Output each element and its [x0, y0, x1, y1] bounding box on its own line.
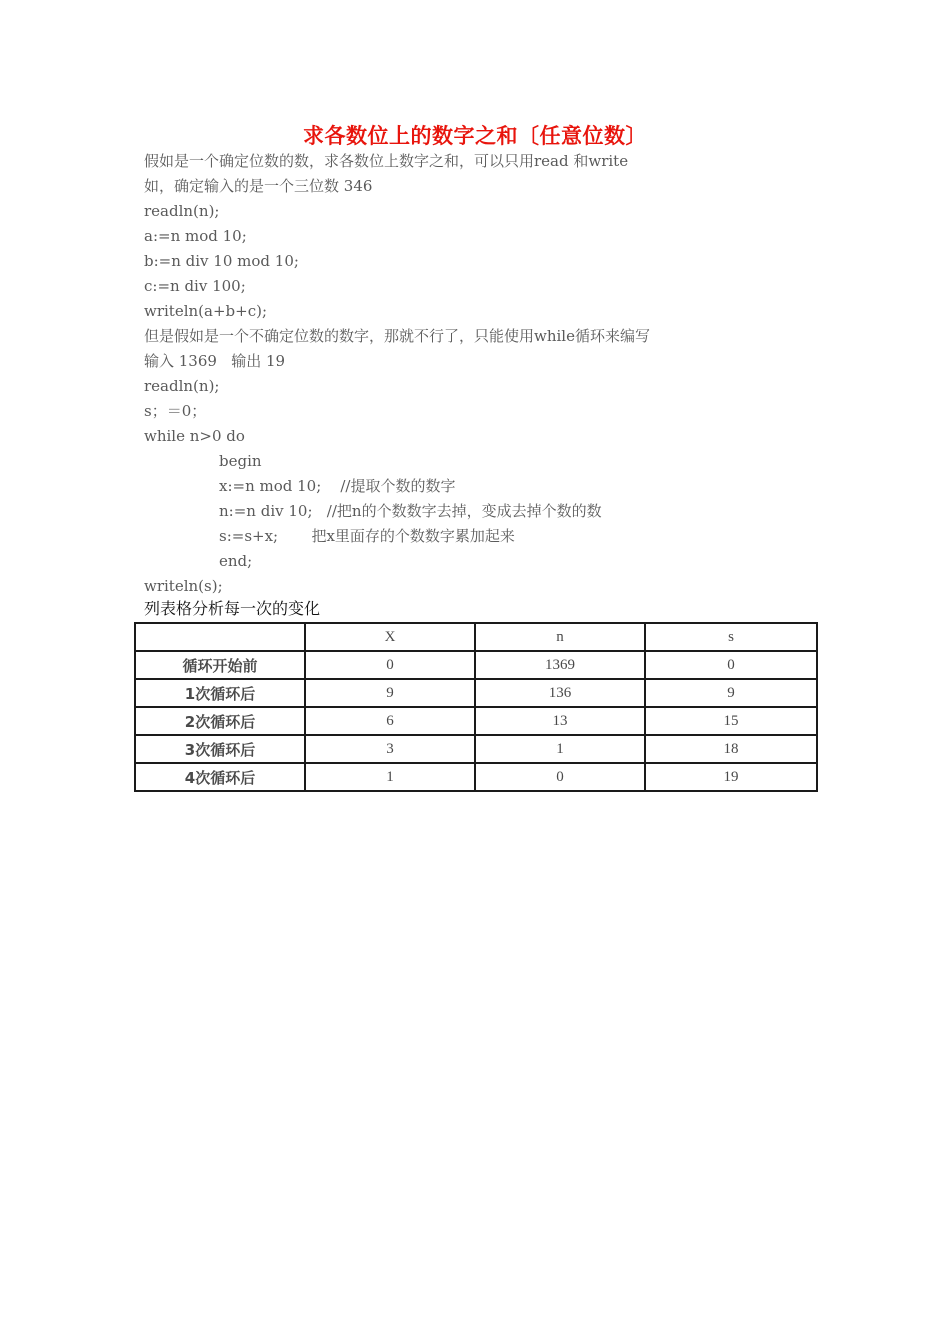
table-cell: 0 — [305, 651, 475, 679]
table-cell: 0 — [645, 651, 817, 679]
table-cell: 9 — [645, 679, 817, 707]
row-label: 2次循环后 — [135, 707, 305, 735]
table-cell: 18 — [645, 735, 817, 763]
header-cell — [135, 623, 305, 651]
header-cell: n — [475, 623, 645, 651]
code-line: begin — [219, 452, 262, 470]
table-cell: 6 — [305, 707, 475, 735]
code-line: while n>0 do — [144, 427, 245, 445]
table-row — [135, 679, 817, 707]
header-cell: X — [305, 623, 475, 651]
table-cell: 136 — [475, 679, 645, 707]
text-line: 如，确定输入的是一个三位数 346 — [144, 177, 373, 195]
table-cell: 0 — [475, 763, 645, 791]
row-label: 3次循环后 — [135, 735, 305, 763]
table-cell: 13 — [475, 707, 645, 735]
table-cell: 1 — [475, 735, 645, 763]
table-cell: 15 — [645, 707, 817, 735]
table-row — [135, 707, 817, 735]
table-header-row — [135, 623, 817, 651]
text-line: 假如是一个确定位数的数，求各数位上数字之和，可以只用read 和write — [144, 152, 629, 170]
row-label: 循环开始前 — [135, 651, 305, 679]
row-label: 1次循环后 — [135, 679, 305, 707]
header-cell: s — [645, 623, 817, 651]
code-line: writeln(a+b+c); — [144, 302, 268, 320]
table-cell: 3 — [305, 735, 475, 763]
code-line: s:=s+x; 把x里面存的个数数字累加起来 — [219, 527, 515, 545]
text-line: 输入 1369 输出 19 — [144, 352, 286, 370]
code-line: readln(n); — [144, 377, 220, 395]
loop-trace-table — [134, 622, 818, 792]
table-row — [135, 651, 817, 679]
table-caption: 列表格分析每一次的变化 — [144, 599, 321, 618]
table-cell: 19 — [645, 763, 817, 791]
code-line: a:=n mod 10; — [144, 227, 247, 245]
table-cell: 9 — [305, 679, 475, 707]
table-row — [135, 735, 817, 763]
code-line: n:=n div 10; //把n的个数数字去掉，变成去掉个数的数 — [219, 502, 602, 520]
code-line: readln(n); — [144, 202, 220, 220]
code-line: writeln(s); — [144, 577, 223, 595]
code-line: s；＝0； — [144, 402, 207, 420]
code-line: end; — [219, 552, 253, 570]
code-line: c:=n div 100; — [144, 277, 246, 295]
code-line: b:=n div 10 mod 10; — [144, 252, 299, 270]
table-cell: 1369 — [475, 651, 645, 679]
table-row — [135, 763, 817, 791]
code-line: x:=n mod 10; //提取个数的数字 — [219, 477, 456, 495]
row-label: 4次循环后 — [135, 763, 305, 791]
table-cell: 1 — [305, 763, 475, 791]
document-title: 求各数位上的数字之和〔任意位数〕 — [303, 124, 647, 148]
text-line: 但是假如是一个不确定位数的数字，那就不行了，只能使用while循环来编写 — [144, 327, 650, 345]
